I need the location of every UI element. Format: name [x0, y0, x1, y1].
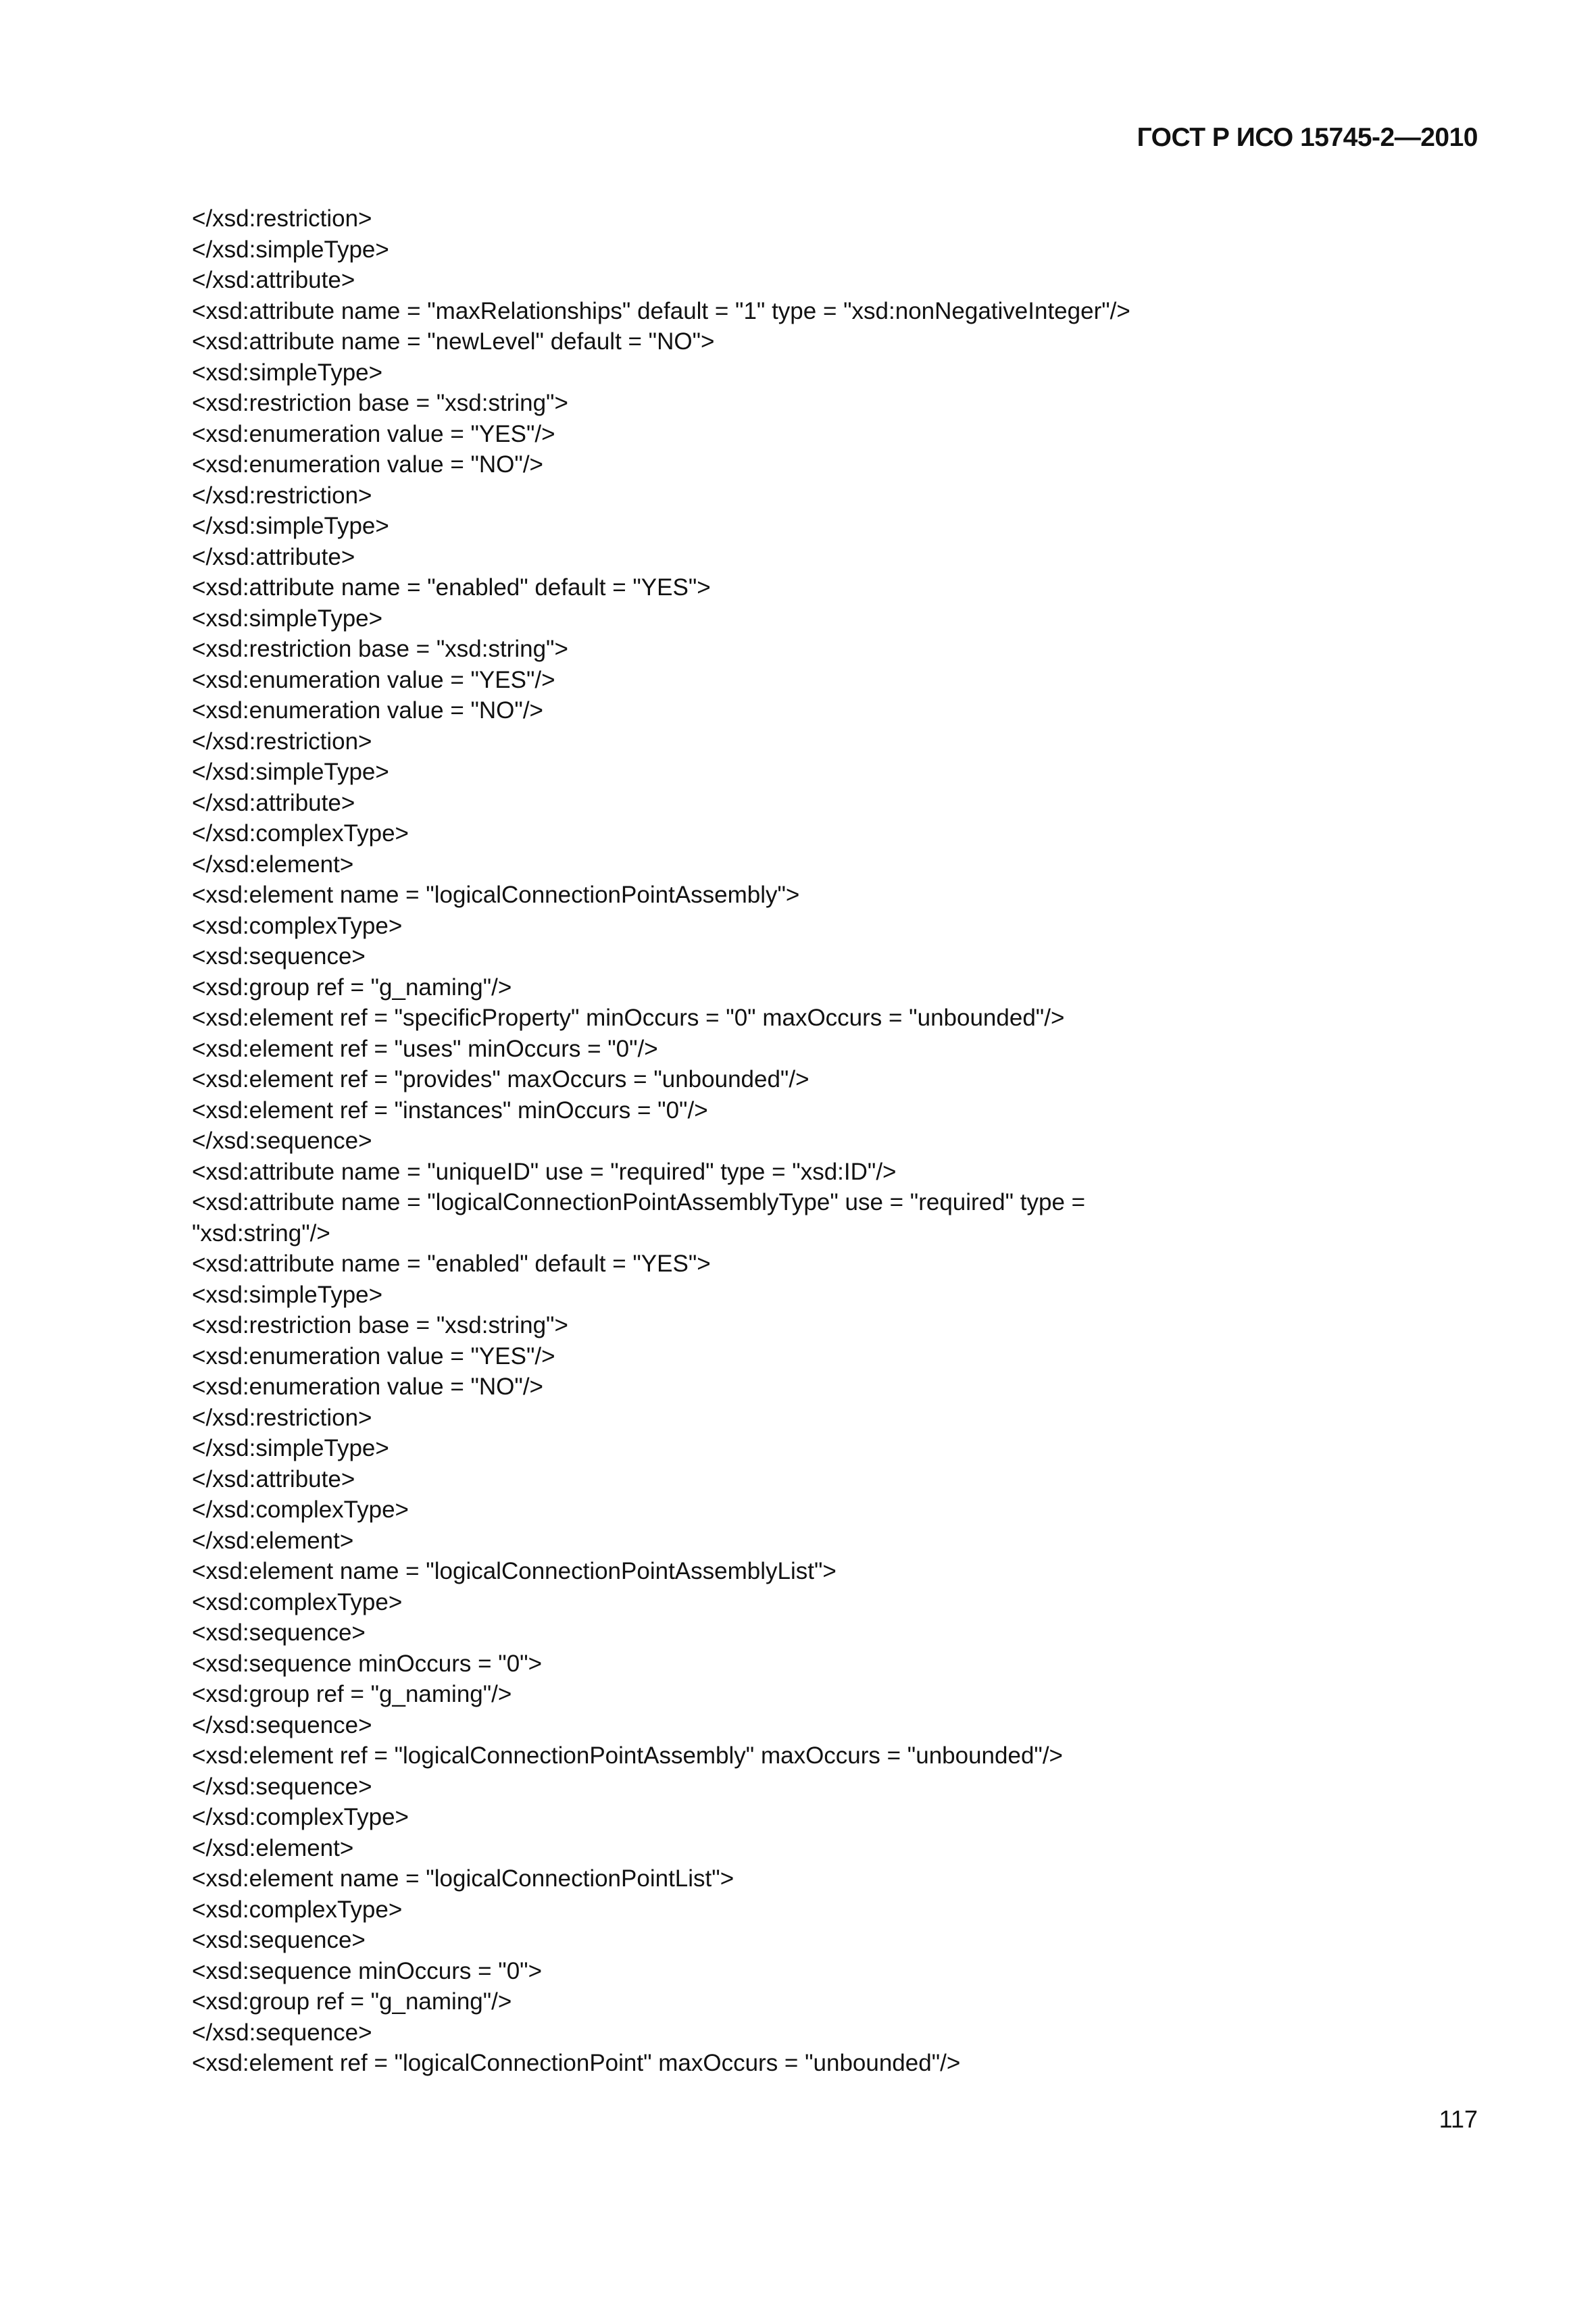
code-line: <xsd:enumeration value = "NO"/> [192, 697, 543, 724]
code-line: </xsd:simpleType> [192, 236, 389, 263]
code-line: <xsd:group ref = "g_naming"/> [192, 1681, 512, 1707]
code-line: <xsd:attribute name = "enabled" default = "YES"> [192, 574, 711, 601]
code-line: <xsd:group ref = "g_naming"/> [192, 1988, 512, 2015]
code-line: </xsd:attribute> [192, 543, 355, 570]
code-line: <xsd:element ref = "logicalConnectionPoint" maxOccurs = "unbounded"/> [192, 2050, 961, 2076]
document-header: ГОСТ Р ИСО 15745-2—2010 [1137, 123, 1478, 152]
xsd-code-block [192, 203, 1130, 2079]
code-line: </xsd:sequence> [192, 2019, 372, 2046]
code-line: <xsd:element ref = "uses" minOccurs = "0"/> [192, 1035, 658, 1062]
code-line: <xsd:enumeration value = "YES"/> [192, 666, 555, 693]
code-line: <xsd:complexType> [192, 1588, 403, 1615]
code-line: </xsd:restriction> [192, 482, 372, 509]
code-line: </xsd:complexType> [192, 1496, 409, 1523]
code-line: </xsd:sequence> [192, 1128, 372, 1154]
code-line: </xsd:attribute> [192, 267, 355, 293]
code-line: <xsd:complexType> [192, 912, 403, 939]
code-line: <xsd:simpleType> [192, 605, 383, 632]
code-line: <xsd:enumeration value = "YES"/> [192, 1342, 555, 1369]
code-line: <xsd:sequence> [192, 943, 366, 970]
code-line: </xsd:complexType> [192, 1804, 409, 1830]
code-line: </xsd:sequence> [192, 1711, 372, 1738]
code-line: <xsd:sequence> [192, 1619, 366, 1646]
code-line: <xsd:sequence> [192, 1927, 366, 1953]
code-line: </xsd:attribute> [192, 789, 355, 816]
code-line: </xsd:restriction> [192, 1404, 372, 1431]
code-line: <xsd:group ref = "g_naming"/> [192, 974, 512, 1001]
code-line: <xsd:restriction base = "xsd:string"> [192, 390, 568, 416]
code-line: <xsd:attribute name = "logicalConnectionPointAssemblyType" use = "required" type = [192, 1189, 1086, 1215]
code-line: </xsd:element> [192, 1834, 354, 1861]
code-line: </xsd:simpleType> [192, 759, 389, 785]
code-line: </xsd:restriction> [192, 728, 372, 755]
code-line: </xsd:attribute> [192, 1465, 355, 1492]
page-number: 117 [1439, 2105, 1478, 2133]
code-line: <xsd:enumeration value = "NO"/> [192, 1374, 543, 1400]
code-line: <xsd:sequence minOccurs = "0"> [192, 1957, 543, 1984]
code-line: </xsd:sequence> [192, 1773, 372, 1800]
code-line: <xsd:element ref = "specificProperty" minOccurs = "0" maxOccurs = "unbounded"/> [192, 1005, 1065, 1031]
code-line: <xsd:attribute name = "uniqueID" use = "required" type = "xsd:ID"/> [192, 1158, 897, 1185]
code-line: </xsd:complexType> [192, 820, 409, 847]
code-line: </xsd:restriction> [192, 205, 372, 232]
code-line: <xsd:element ref = "logicalConnectionPointAssembly" maxOccurs = "unbounded"/> [192, 1742, 1064, 1769]
code-line: <xsd:element name = "logicalConnectionPointAssemblyList"> [192, 1558, 837, 1584]
code-line: </xsd:simpleType> [192, 1435, 389, 1461]
code-line: <xsd:simpleType> [192, 359, 383, 386]
code-line: <xsd:restriction base = "xsd:string"> [192, 1312, 568, 1338]
code-line: <xsd:simpleType> [192, 1281, 383, 1308]
code-line: </xsd:element> [192, 851, 354, 878]
code-line: <xsd:element ref = "provides" maxOccurs = "unbounded"/> [192, 1066, 809, 1092]
code-line: </xsd:simpleType> [192, 513, 389, 539]
code-line: <xsd:element name = "logicalConnectionPointList"> [192, 1865, 734, 1892]
code-line: <xsd:attribute name = "enabled" default = "YES"> [192, 1251, 711, 1277]
code-line: <xsd:attribute name = "maxRelationships" default = "1" type = "xsd:nonNegativeInteger"/> [192, 297, 1130, 324]
code-line: <xsd:element ref = "instances" minOccurs = "0"/> [192, 1097, 708, 1124]
code-line: </xsd:element> [192, 1527, 354, 1554]
code-line: "xsd:string"/> [192, 1219, 330, 1247]
code-line: <xsd:enumeration value = "YES"/> [192, 420, 555, 447]
code-line: <xsd:element name = "logicalConnectionPointAssembly"> [192, 882, 800, 908]
code-line: <xsd:attribute name = "newLevel" default = "NO"> [192, 328, 715, 355]
code-line: <xsd:sequence minOccurs = "0"> [192, 1650, 543, 1677]
code-line: <xsd:restriction base = "xsd:string"> [192, 636, 568, 662]
code-line: <xsd:enumeration value = "NO"/> [192, 451, 543, 478]
code-line: <xsd:complexType> [192, 1896, 403, 1923]
